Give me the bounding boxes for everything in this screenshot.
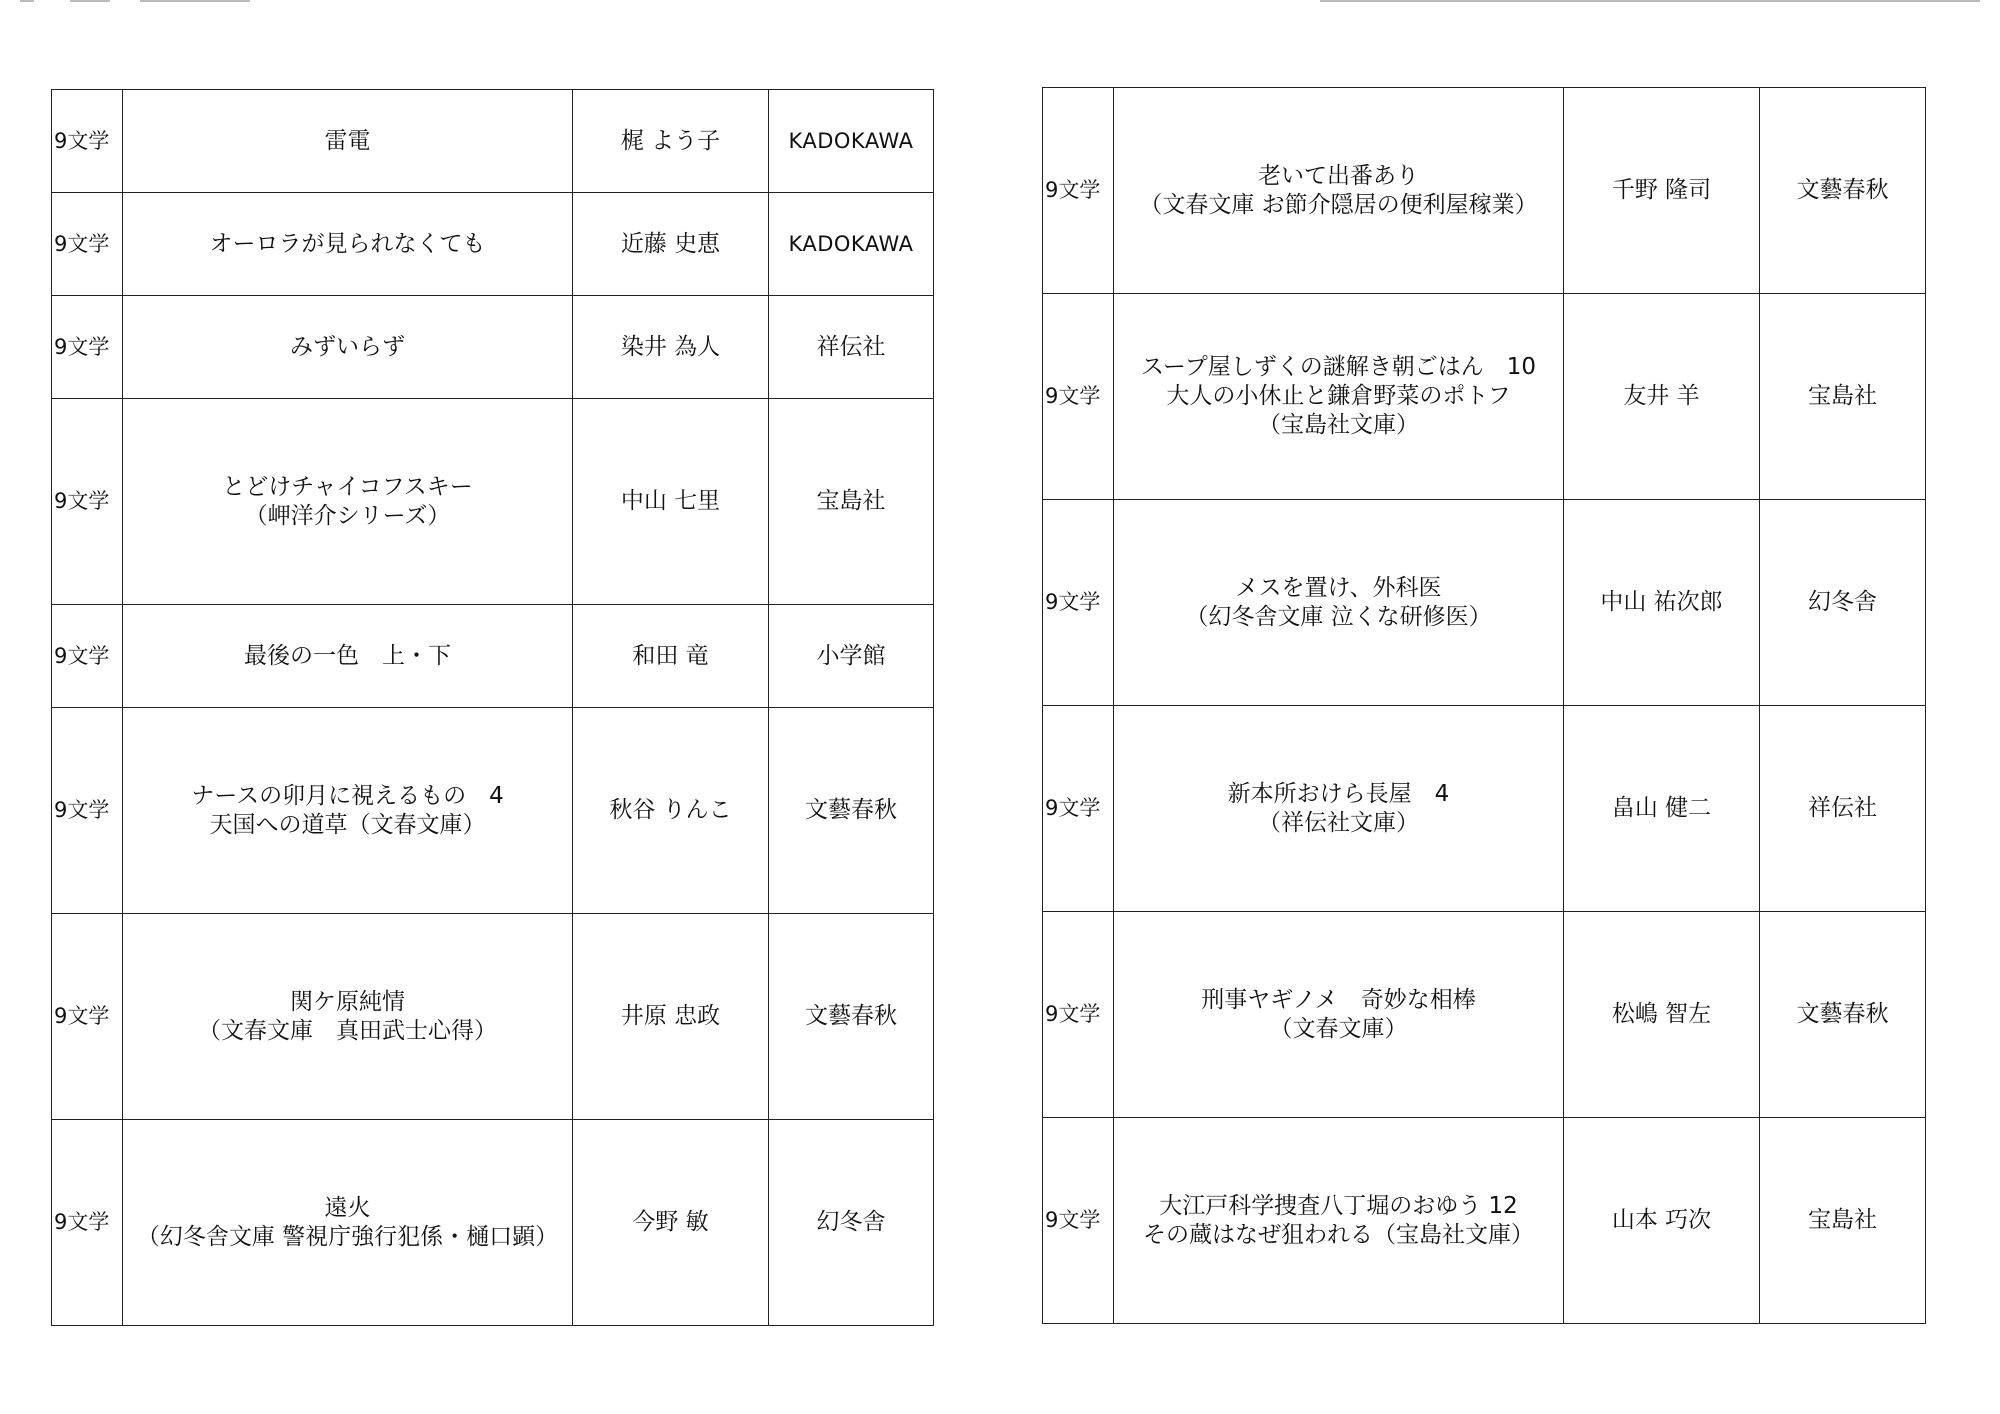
title-line: （祥伝社文庫） bbox=[1258, 809, 1419, 836]
title-line: 大人の小休止と鎌倉野菜のポトフ bbox=[1166, 383, 1511, 409]
title-cell bbox=[123, 1120, 573, 1326]
title-line: （幻冬舎文庫 警視庁強行犯係・樋口顕） bbox=[136, 1223, 559, 1250]
category-cell: 9文学 bbox=[1043, 500, 1114, 706]
title-cell bbox=[1114, 88, 1564, 294]
book-list-table-right bbox=[1042, 87, 1926, 1324]
category-cell: 9文学 bbox=[52, 1120, 123, 1326]
title-line: （文春文庫 真田武士心得） bbox=[198, 1017, 497, 1044]
category-cell: 9文学 bbox=[52, 914, 123, 1120]
title-line: 刑事ヤギノメ 奇妙な相棒 bbox=[1201, 986, 1476, 1013]
title-cell bbox=[123, 708, 573, 914]
publisher-cell: 文藝春秋 bbox=[1760, 912, 1926, 1118]
title-cell bbox=[123, 193, 573, 296]
title-line: （幻冬舎文庫 泣くな研修医） bbox=[1185, 603, 1492, 630]
publisher-cell: KADOKAWA bbox=[769, 193, 934, 296]
category-cell: 9文学 bbox=[52, 708, 123, 914]
category-cell: 9文学 bbox=[52, 399, 123, 605]
publisher-cell: 小学館 bbox=[769, 605, 934, 708]
publisher-cell: 祥伝社 bbox=[1760, 706, 1926, 912]
table-row bbox=[1043, 88, 1926, 294]
category-cell: 9文学 bbox=[1043, 1118, 1114, 1324]
publisher-cell: KADOKAWA bbox=[769, 90, 934, 193]
category-cell: 9文学 bbox=[1043, 88, 1114, 294]
author-cell: 畠山 健二 bbox=[1564, 706, 1760, 912]
scan-edge-mark bbox=[140, 0, 250, 2]
title-line: 老いて出番あり bbox=[1258, 162, 1419, 189]
publisher-cell: 幻冬舎 bbox=[769, 1120, 934, 1326]
author-cell: 染井 為人 bbox=[573, 296, 769, 399]
table-row bbox=[52, 708, 934, 914]
table-row bbox=[52, 90, 934, 193]
author-cell: 山本 巧次 bbox=[1564, 1118, 1760, 1324]
title-line: 遠火 bbox=[324, 1194, 371, 1221]
title-line: （宝島社文庫） bbox=[1258, 412, 1419, 438]
author-cell: 梶 よう子 bbox=[573, 90, 769, 193]
table-row bbox=[52, 1120, 934, 1326]
table-row bbox=[1043, 294, 1926, 500]
title-line: （文春文庫 お節介隠居の便利屋稼業） bbox=[1139, 191, 1538, 218]
category-cell: 9文学 bbox=[1043, 912, 1114, 1118]
title-line: とどけチャイコフスキー bbox=[222, 473, 473, 500]
category-cell: 9文学 bbox=[52, 605, 123, 708]
title-cell bbox=[123, 605, 573, 708]
author-cell: 秋谷 りんこ bbox=[573, 708, 769, 914]
author-cell: 千野 隆司 bbox=[1564, 88, 1760, 294]
title-line: ナースの卯月に視えるもの 4 bbox=[191, 782, 504, 809]
title-cell bbox=[123, 399, 573, 605]
publisher-cell: 宝島社 bbox=[769, 399, 934, 605]
table-row bbox=[1043, 1118, 1926, 1324]
author-cell: 和田 竜 bbox=[573, 605, 769, 708]
author-cell: 松嶋 智左 bbox=[1564, 912, 1760, 1118]
title-line: 最後の一色 上・下 bbox=[244, 642, 451, 669]
title-line: 雷電 bbox=[324, 127, 371, 154]
publisher-cell: 文藝春秋 bbox=[1760, 88, 1926, 294]
title-cell bbox=[123, 90, 573, 193]
author-cell: 友井 羊 bbox=[1564, 294, 1760, 500]
scan-edge-mark bbox=[70, 0, 110, 2]
category-cell: 9文学 bbox=[1043, 294, 1114, 500]
table-row bbox=[52, 399, 934, 605]
title-cell bbox=[1114, 1118, 1564, 1324]
table-row bbox=[1043, 912, 1926, 1118]
title-line: 天国への道草（文春文庫） bbox=[209, 811, 486, 838]
table-row bbox=[52, 605, 934, 708]
title-line: （文春文庫） bbox=[1269, 1015, 1408, 1042]
scan-edge-mark bbox=[20, 0, 34, 2]
table-row bbox=[1043, 706, 1926, 912]
publisher-cell: 文藝春秋 bbox=[769, 708, 934, 914]
table-body bbox=[1043, 88, 1926, 1324]
table-row bbox=[52, 193, 934, 296]
author-cell: 中山 七里 bbox=[573, 399, 769, 605]
title-line: 関ケ原純情 bbox=[290, 988, 405, 1015]
scan-edge-mark bbox=[1320, 0, 1980, 2]
title-line: 大江戸科学捜査八丁堀のおゆう 12 bbox=[1159, 1192, 1518, 1219]
author-cell: 中山 祐次郎 bbox=[1564, 500, 1760, 706]
title-line: メスを置け、外科医 bbox=[1235, 574, 1442, 601]
title-line: みずいらず bbox=[290, 333, 405, 360]
publisher-cell: 文藝春秋 bbox=[769, 914, 934, 1120]
table-row bbox=[52, 296, 934, 399]
title-line: その蔵はなぜ狙われる（宝島社文庫） bbox=[1143, 1221, 1534, 1248]
author-cell: 井原 忠政 bbox=[573, 914, 769, 1120]
table-row bbox=[1043, 500, 1926, 706]
title-cell bbox=[123, 296, 573, 399]
book-list-table-left bbox=[51, 89, 934, 1326]
title-cell bbox=[1114, 294, 1564, 500]
table-row bbox=[52, 914, 934, 1120]
category-cell: 9文学 bbox=[52, 193, 123, 296]
author-cell: 今野 敏 bbox=[573, 1120, 769, 1326]
title-cell bbox=[1114, 706, 1564, 912]
title-cell bbox=[1114, 500, 1564, 706]
title-line: （岬洋介シリーズ） bbox=[244, 502, 451, 529]
publisher-cell: 宝島社 bbox=[1760, 1118, 1926, 1324]
title-cell bbox=[123, 914, 573, 1120]
author-cell: 近藤 史恵 bbox=[573, 193, 769, 296]
publisher-cell: 宝島社 bbox=[1760, 294, 1926, 500]
category-cell: 9文学 bbox=[1043, 706, 1114, 912]
table-body bbox=[52, 90, 934, 1326]
publisher-cell: 祥伝社 bbox=[769, 296, 934, 399]
category-cell: 9文学 bbox=[52, 296, 123, 399]
title-line: オーロラが見られなくても bbox=[209, 230, 486, 257]
category-cell: 9文学 bbox=[52, 90, 123, 193]
publisher-cell: 幻冬舎 bbox=[1760, 500, 1926, 706]
title-line: スープ屋しずくの謎解き朝ごはん 10 bbox=[1141, 354, 1536, 380]
title-cell bbox=[1114, 912, 1564, 1118]
title-line: 新本所おけら長屋 4 bbox=[1227, 780, 1450, 807]
